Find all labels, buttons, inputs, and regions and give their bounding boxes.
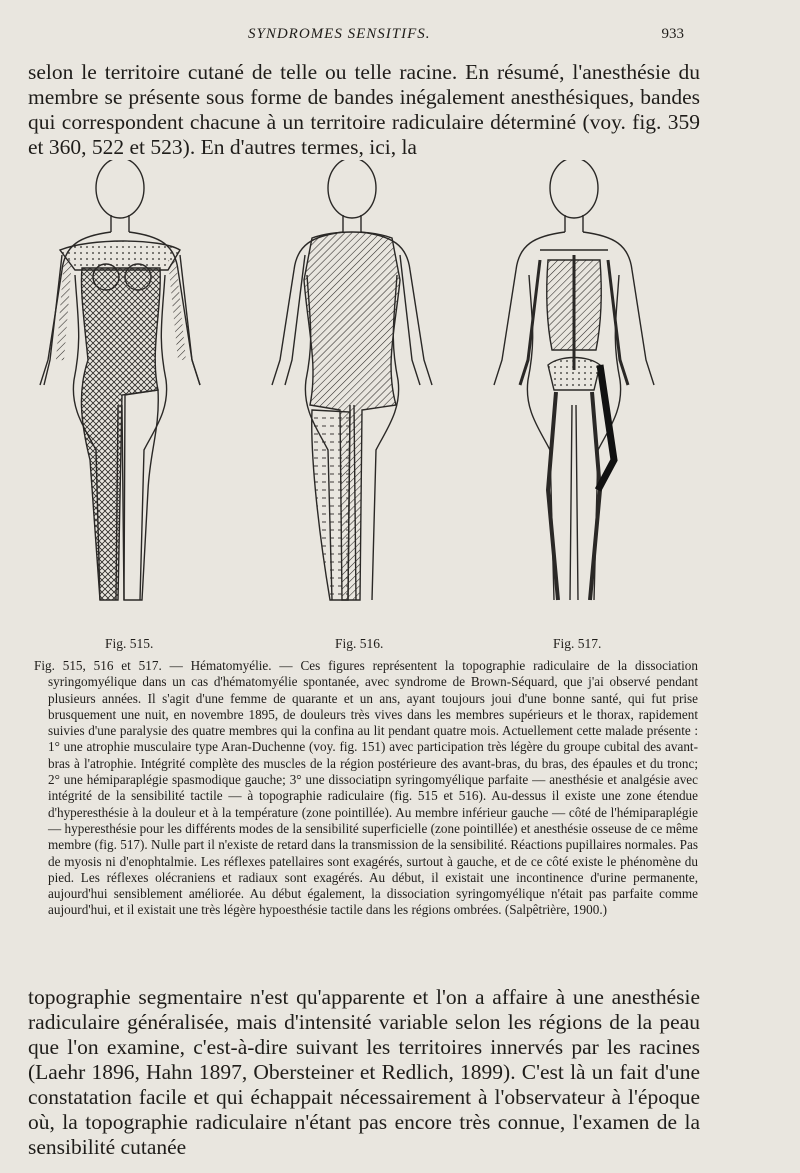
figure-515-drawing: [40, 160, 200, 600]
figure-caption: [34, 658, 698, 919]
figure-illustrations: [0, 160, 800, 630]
top-paragraph: selon le territoire cutané de telle ou telle racine. En résumé, l'anesthésie du membre se présente sous forme de bandes inégalement anesthésiques, bandes qui correspondent chacune à un territoire radiculaire déterminé (voy. fig. 359 et 360, 522 et 523). En d'autres termes, ici, la: [28, 60, 700, 159]
page-header: [0, 26, 800, 48]
figure-516-label: Fig. 516.: [335, 636, 384, 651]
figure-516-drawing: [272, 160, 432, 600]
figure-517-drawing: [494, 160, 654, 600]
running-title: SYNDROMES SENSITIFS.: [248, 26, 431, 42]
page-number: 933: [661, 26, 684, 42]
figure-plate: [0, 160, 800, 660]
figure-515-label: Fig. 515.: [105, 636, 154, 651]
bottom-paragraph: topographie segmentaire n'est qu'apparente et l'on a affaire à une anesthésie radiculaire généralisée, mais d'intensité variable selon les régions de la peau que l'on examine, c'est-à-dire suivant les territoires innervés par les racines (Laehr 1896, Hahn 1897, Obersteiner et Redlich, 1899). C'est là un fait d'une constatation facile et qui échappait nécessairement à l'observateur à l'époque où, la topographie radiculaire n'étant pas encore très connue, l'examen de la sensibilité cutanée: [28, 985, 700, 1159]
figure-517-label: Fig. 517.: [553, 636, 602, 651]
figure-caption-text: Fig. 515, 516 et 517. — Hématomyélie. — Ces figures représentent la topographie radiculaire de la dissociation syringomyélique dans un cas d'hématomyélie spontanée, avec syndrome de Brown-Séquard, que j'ai observé pendant plusieurs années. Il s'agit d'une femme de quarante et un ans, ayant toujours joui d'une bonne santé, qui fut prise brusquement une nuit, en novembre 1895, de douleurs très vives dans les membres supérieurs et le thorax, rapidement suivies d'une paralysie des quatre membres qui la confina au lit pendant quatre mois. Actuellement cette malade présente : 1° une atrophie musculaire type Aran-Duchenne (voy. fig. 151) avec participation très légère du groupe cubital des avant-bras à l'atrophie. Intégrité complète des muscles de la région postérieure des avant-bras, du bras, des épaules et du tronc; 2° une hémiparaplégie spasmodique gauche; 3° une dissociatipn syringomyélique parfaite — anesthésie et analgésie avec intégrité de la sensibilité tactile — à topographie radiculaire (fig. 515 et 516). Au-dessus il existe une zone étendue d'hyperesthésie à la douleur et à la température (zone pointillée). Au membre inférieur gauche — côté de l'hémiparaplégie — hyperesthésie pour les différents modes de la sensibilité superficielle (zone pointillée) et anesthésie osseuse de ce même membre (fig. 517). Nulle part il n'existe de retard dans la transmission de la sensibilité. Réactions pupillaires normales. Pas de myosis ni d'enophtalmie. Les réflexes patellaires sont exagérés, surtout à gauche, et de ce côté existe le phénomène du pied. Les réflexes olécraniens et radiaux sont exagérés. Au début, il existait une incontinence d'urine permanente, aujourd'hui sensiblement améliorée. Au début également, la dissociation syringomyélique n'était pas parfaite comme aujourd'hui, et il existait une très légère hypoesthésie tactile dans les régions ombrées. (Salpêtrière, 1900.): [34, 658, 698, 918]
